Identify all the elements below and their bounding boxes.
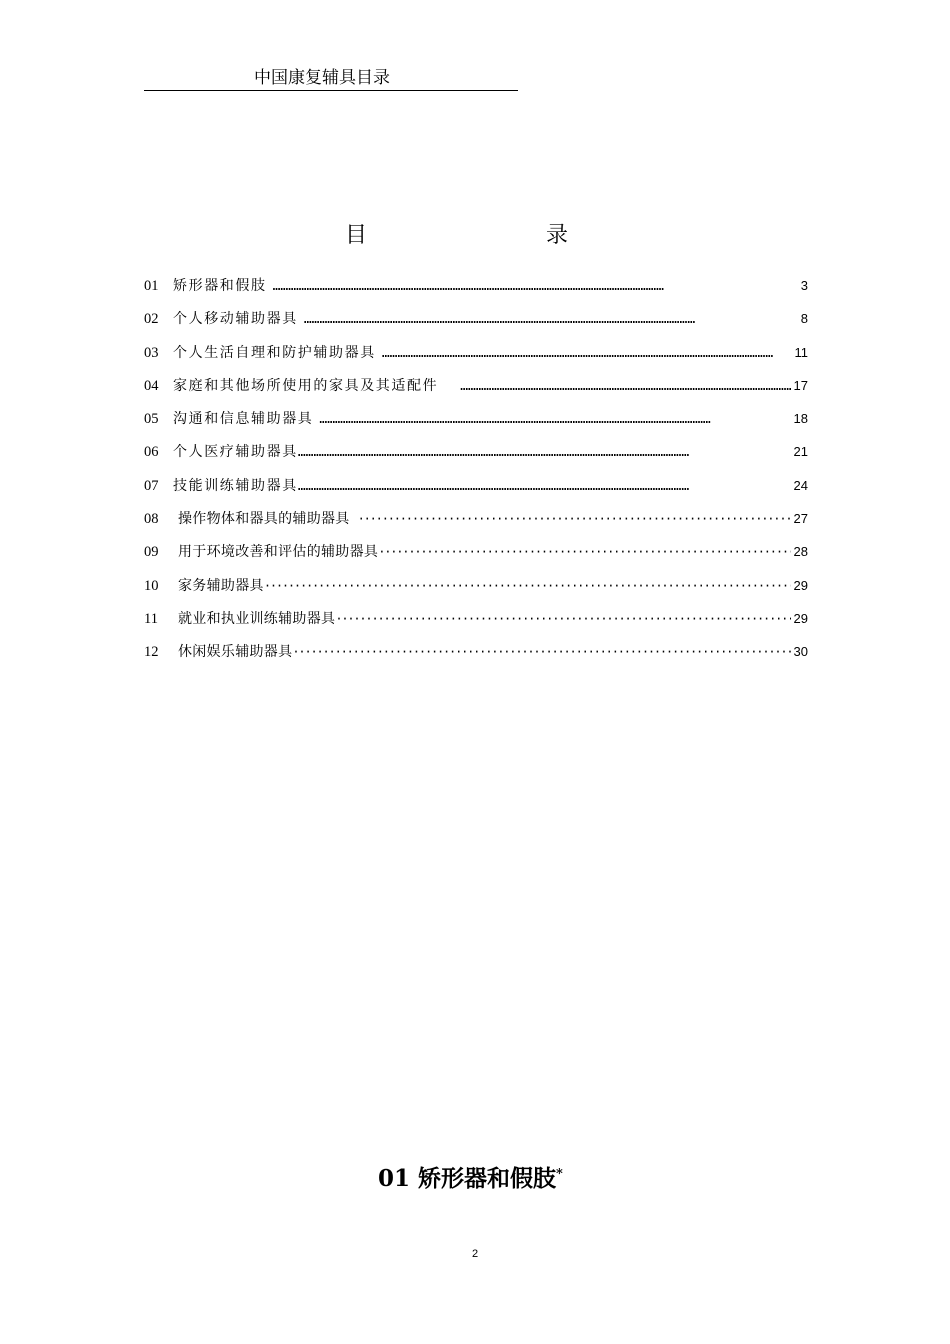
toc-leader-dots	[304, 309, 798, 331]
toc-entry-number: 03	[144, 344, 159, 361]
toc-leader-dots	[382, 343, 792, 365]
toc-entry-number: 04	[144, 377, 159, 394]
toc-entry[interactable]	[144, 441, 808, 474]
toc-entry-label: 沟通和信息辅助器具	[173, 411, 314, 428]
section-heading-mark: *	[556, 1166, 563, 1182]
toc-leader-dots	[358, 508, 791, 530]
toc-entry-page: 30	[793, 644, 808, 660]
toc-leader-dots	[298, 442, 791, 464]
header-title: 中国康复辅具目录	[254, 68, 390, 88]
toc-entry-label: 家庭和其他场所使用的家具及其适配件	[173, 377, 439, 394]
toc-leader-dots	[335, 608, 790, 630]
toc-entry-number: 09	[144, 544, 159, 561]
toc-entry[interactable]	[144, 408, 808, 441]
toc-leader-dots	[298, 476, 791, 498]
toc-entry-page: 29	[793, 610, 808, 626]
toc-title-left: 目	[345, 223, 368, 248]
toc-entry-label: 就业和执业训练辅助器具	[178, 610, 336, 627]
toc-entry-page: 8	[800, 311, 808, 327]
toc-entry-label: 个人医疗辅助器具	[173, 444, 298, 461]
running-header	[144, 66, 518, 91]
toc-title-right: 录	[546, 223, 569, 248]
toc-entry-number: 01	[144, 278, 159, 294]
toc-entry[interactable]	[144, 508, 808, 541]
toc-entry-label: 家务辅助器具	[178, 577, 264, 594]
toc-entry-label: 矫形器和假肢	[173, 278, 267, 294]
toc-entry[interactable]	[144, 342, 808, 375]
toc-entry[interactable]	[144, 608, 808, 641]
toc-entry[interactable]	[144, 375, 808, 408]
toc-entry-label: 用于环境改善和评估的辅助器具	[178, 544, 379, 561]
toc-entry-page: 11	[794, 344, 808, 360]
toc-entry-page: 28	[793, 544, 808, 560]
toc-entry-number: 08	[144, 511, 159, 528]
toc-entry-page: 29	[793, 577, 808, 593]
page-number: 2	[471, 1248, 479, 1260]
toc-leader-dots	[460, 376, 790, 398]
table-of-contents	[144, 275, 808, 675]
toc-entry[interactable]	[144, 641, 808, 674]
toc-entry-number: 11	[144, 610, 158, 627]
toc-entry-label: 休闲娱乐辅助器具	[178, 644, 293, 661]
toc-entry-page: 18	[793, 411, 808, 427]
toc-leader-dots	[273, 276, 798, 298]
toc-entry-number: 12	[144, 644, 159, 661]
toc-entry[interactable]	[144, 541, 808, 574]
toc-entry-page: 3	[800, 278, 808, 293]
toc-entry-number: 02	[144, 311, 159, 328]
toc-entry[interactable]	[144, 475, 808, 508]
toc-entry-number: 05	[144, 411, 159, 428]
toc-entry-number: 07	[144, 477, 159, 494]
toc-entry-page: 27	[793, 511, 808, 527]
section-heading	[378, 1164, 563, 1194]
toc-entry-label: 技能训练辅助器具	[173, 477, 298, 494]
toc-entry-number: 06	[144, 444, 159, 461]
toc-entry-number: 10	[144, 577, 159, 594]
toc-entry-page: 24	[793, 477, 808, 493]
toc-entry[interactable]	[144, 308, 808, 341]
toc-leader-dots	[292, 641, 790, 663]
section-heading-text: 01 矫形器和假肢	[378, 1165, 557, 1192]
toc-entry-page: 17	[793, 377, 808, 393]
toc-entry[interactable]	[144, 575, 808, 608]
toc-entry-label: 个人生活自理和防护辅助器具	[173, 344, 376, 361]
toc-leader-dots	[378, 541, 790, 563]
toc-entry-label: 操作物体和器具的辅助器具	[178, 511, 350, 528]
toc-entry-page: 21	[793, 444, 808, 460]
toc-leader-dots	[319, 409, 790, 431]
toc-entry-label: 个人移动辅助器具	[173, 311, 298, 328]
toc-entry[interactable]	[144, 275, 808, 308]
toc-leader-dots	[264, 575, 791, 597]
